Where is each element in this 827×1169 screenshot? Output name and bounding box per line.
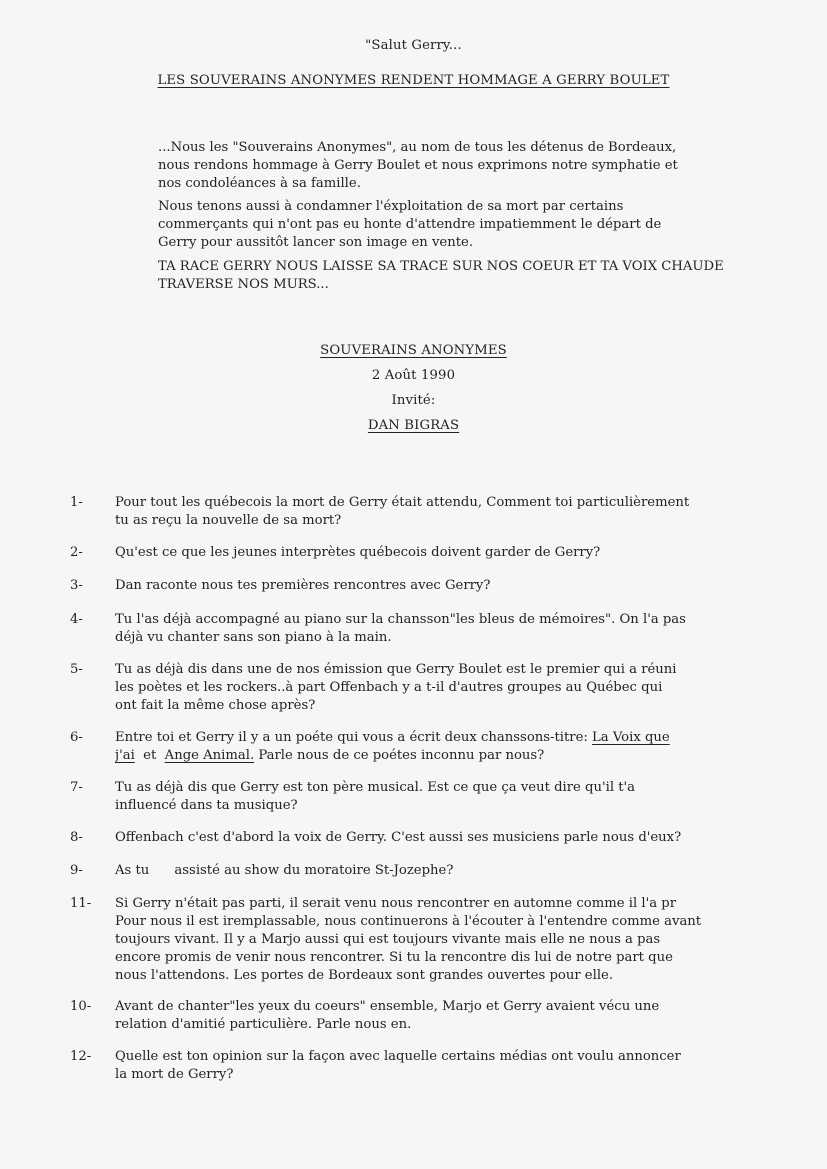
question-line: Avant de chanter"les yeux du coeurs" ensemble, Marjo et Gerry avaient vécu une	[115, 999, 660, 1014]
signature-org: SOUVERAINS ANONYMES	[320, 343, 507, 358]
question-line: Pour nous il est iremplassable, nous continuerons à l'écouter à l'entendre comme avant	[115, 914, 702, 929]
question-line: déjà vu chanter sans son piano à la main.	[115, 630, 392, 645]
question-number: 6-	[70, 730, 83, 745]
question-line: As tu assisté au show du moratoire St-Jozephe?	[115, 863, 454, 878]
question-line: toujours vivant. Il y a Marjo aussi qui est toujours vivante mais elle ne nous a pas	[115, 932, 661, 947]
intro-line: TRAVERSE NOS MURS...	[158, 277, 329, 292]
question-number: 8-	[70, 830, 83, 845]
question-number: 7-	[70, 780, 83, 795]
question-line: Offenbach c'est d'abord la voix de Gerry. C'est aussi ses musiciens parle nous d'eux?	[115, 830, 682, 845]
question-line	[115, 729, 827, 747]
question-line: ont fait la même chose après?	[115, 698, 316, 713]
question-line	[115, 747, 827, 765]
question-line: Dan raconte nous tes premières rencontres avec Gerry?	[115, 578, 491, 593]
intro-line: commerçants qui n'ont pas eu honte d'attendre impatiemment le départ de	[158, 217, 662, 232]
question-number: 11-	[70, 896, 92, 911]
question-number: 2-	[70, 545, 83, 560]
question-number: 10-	[70, 999, 92, 1014]
question-line: nous l'attendons. Les portes de Bordeaux sont grandes ouvertes pour elle.	[115, 968, 614, 983]
intro-line: nous rendons hommage à Gerry Boulet et nous exprimons notre symphatie et	[158, 158, 678, 173]
question-line: les poètes et les rockers..à part Offenbach y a t-il d'autres groupes au Québec qui	[115, 680, 663, 695]
guest-name: DAN BIGRAS	[367, 418, 460, 433]
question-text: Entre toi et Gerry il y a un poéte qui vous a écrit deux chanssons-titre:	[115, 730, 593, 745]
signature-date: 2 Août 1990	[371, 368, 456, 383]
question-line: la mort de Gerry?	[115, 1067, 234, 1082]
conjunction-text: et	[134, 748, 165, 763]
song-title-ange-animal: Ange Animal.	[164, 748, 255, 763]
question-number: 12-	[70, 1049, 92, 1064]
question-line: tu as reçu la nouvelle de sa mort?	[115, 513, 342, 528]
question-number: 1-	[70, 495, 83, 510]
question-text: Parle nous de ce poétes inconnu par nous?	[254, 748, 545, 763]
intro-line: Gerry pour aussitôt lancer son image en vente.	[158, 235, 474, 250]
intro-line: nos condoléances à sa famille.	[158, 176, 361, 191]
invite-label: Invité:	[391, 393, 436, 408]
question-line: Qu'est ce que les jeunes interprètes québecois doivent garder de Gerry?	[115, 545, 601, 560]
song-title-la-voix-end: j'ai	[115, 748, 135, 763]
document-title: LES SOUVERAINS ANONYMES RENDENT HOMMAGE A GERRY BOULET	[157, 73, 670, 88]
question-line: Tu as déjà dis dans une de nos émission que Gerry Boulet est le premier qui a réuni	[115, 662, 677, 677]
question-number: 4-	[70, 612, 83, 627]
question-line: Si Gerry n'était pas parti, il serait venu nous rencontrer en automne comme il l'a pr	[115, 896, 676, 911]
question-line: Quelle est ton opinion sur la façon avec laquelle certains médias ont voulu annoncer	[115, 1049, 681, 1064]
salut-heading: "Salut Gerry...	[365, 38, 462, 53]
song-title-la-voix: La Voix que	[592, 730, 670, 745]
question-line: influencé dans ta musique?	[115, 798, 298, 813]
question-line: relation d'amitié particulière. Parle nous en.	[115, 1017, 412, 1032]
intro-line: ...Nous les "Souverains Anonymes", au nom de tous les détenus de Bordeaux,	[158, 140, 677, 155]
question-line: Pour tout les québecois la mort de Gerry était attendu, Comment toi particulièrement	[115, 495, 690, 510]
question-number: 3-	[70, 578, 83, 593]
question-line: Tu as déjà dis que Gerry est ton père musical. Est ce que ça veut dire qu'il t'a	[115, 780, 636, 795]
question-line: encore promis de venir nous rencontrer. Si tu la rencontre dis lui de notre part que	[115, 950, 673, 965]
question-number: 5-	[70, 662, 83, 677]
question-line: Tu l'as déjà accompagné au piano sur la chansson"les bleus de mémoires". On l'a pas	[115, 612, 686, 627]
intro-line: Nous tenons aussi à condamner l'éxploitation de sa mort par certains	[158, 199, 624, 214]
intro-line: TA RACE GERRY NOUS LAISSE SA TRACE SUR NOS COEUR ET TA VOIX CHAUDE	[158, 259, 724, 274]
question-number: 9-	[70, 863, 83, 878]
